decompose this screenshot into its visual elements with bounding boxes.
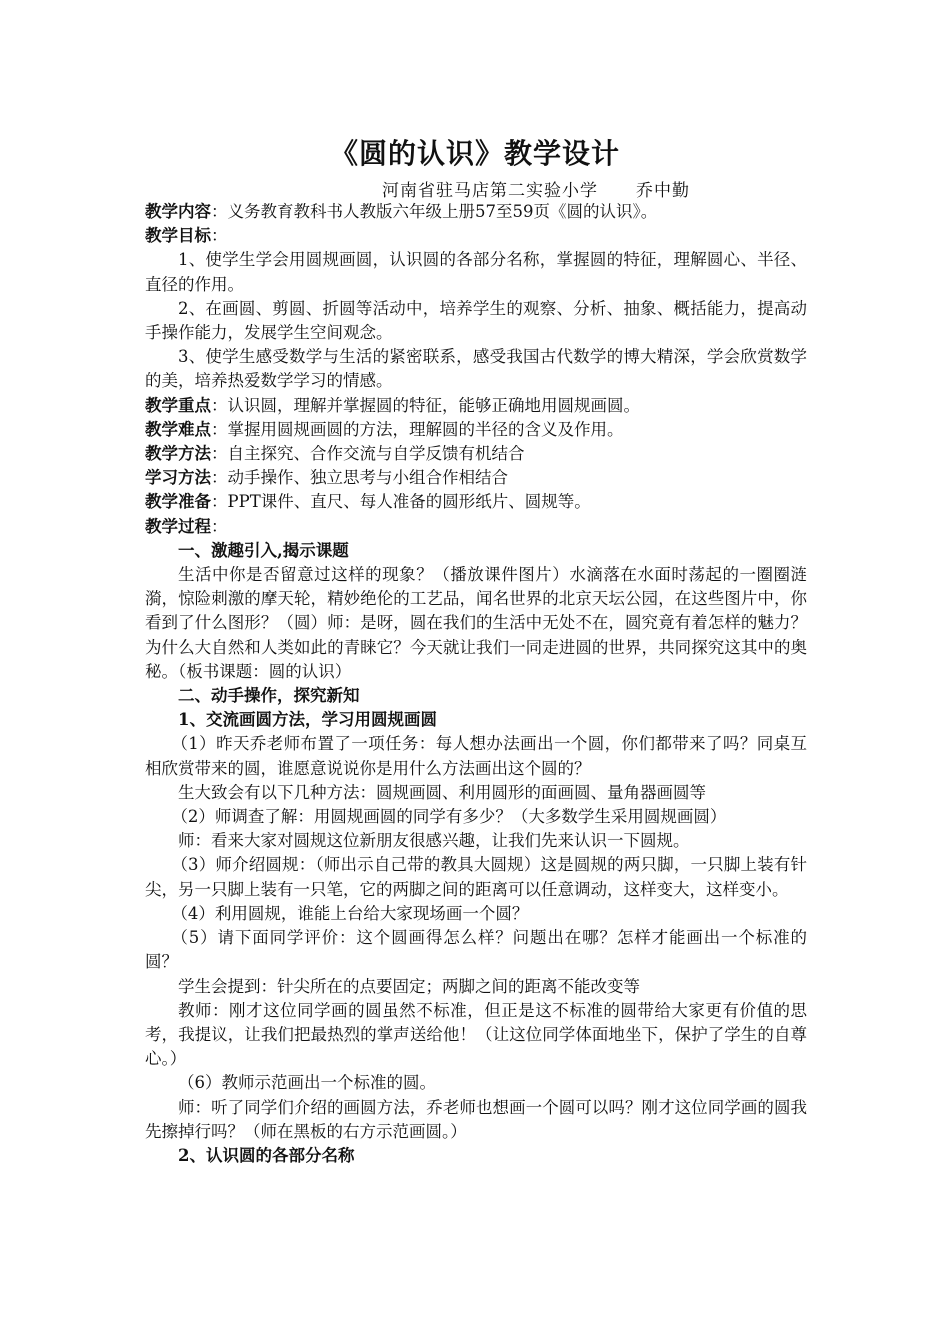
document-body bbox=[145, 200, 807, 1168]
goal-item: 1、使学生学会用圆规画圆，认识圆的各部分名称，掌握圆的特征，理解圆心、半径、直径的作用。 bbox=[145, 250, 807, 294]
author-school: 河南省驻马店第二实验小学 bbox=[382, 181, 598, 201]
step-paragraph: （5）请下面同学评价：这个圆画得怎么样？问题出在哪？怎样才能画出一个标准的圆？ bbox=[145, 928, 807, 972]
author-name: 乔中勤 bbox=[636, 181, 690, 201]
goal-item: 3、使学生感受数学与生活的紧密联系，感受我国古代数学的博大精深，学会欣赏数学的美，培养热爱数学学习的情感。 bbox=[145, 347, 807, 391]
study-label: 学习方法 bbox=[145, 468, 211, 488]
content-line bbox=[145, 200, 807, 224]
step-paragraph: 师：看来大家对圆规这位新朋友很感兴趣，让我们先来认识一下圆规。 bbox=[178, 831, 690, 851]
step-paragraph: （2）师调查了解：用圆规画圆的同学有多少？（大多数学生采用圆规画圆） bbox=[171, 807, 727, 827]
goal-item: 2、在画圆、剪圆、折圆等活动中，培养学生的观察、分析、抽象、概括能力，提高动手操作能力，发展学生空间观念。 bbox=[145, 298, 807, 343]
section-heading: 一、激趣引入,揭示课题 bbox=[178, 540, 349, 560]
process-label: 教学过程 bbox=[145, 516, 211, 536]
subsection-heading: 2、认识圆的各部分名称 bbox=[178, 1145, 355, 1165]
content-label: 教学内容 bbox=[145, 202, 211, 221]
goals-label: 教学目标 bbox=[145, 226, 211, 246]
section-paragraph: 生活中你是否留意过这样的现象？（播放课件图片）水滴落在水面时荡起的一圈圈涟漪，惊险刺激的摩天轮，精妙绝伦的工艺品，闻名世界的北京天坛公园，在这些图片中，你看到了什么图形？（圆）师：是呀，圆在我们的生活中无处不在，圆究竟有着怎样的魅力？为什么大自然和人类如此的青睐它？今天就让我们一同走进圆的世界，共同探究这其中的奥秘。（板书课题：圆的认识） bbox=[145, 565, 807, 681]
goals-line bbox=[145, 224, 807, 248]
author-line bbox=[382, 176, 690, 201]
page-title: 《圆的认识》教学设计 bbox=[329, 137, 620, 170]
method-line bbox=[145, 442, 807, 466]
step-paragraph: （4）利用圆规，谁能上台给大家现场画一个圆？ bbox=[171, 903, 529, 923]
key-line bbox=[145, 394, 807, 418]
step-paragraph: （1）昨天乔老师布置了一项任务：每人想办法画出一个圆，你们都带来了吗？同桌互相欣赏带来的圆，谁愿意说说你是用什么方法画出这个圆的？ bbox=[145, 734, 807, 778]
prep-label: 教学准备 bbox=[145, 492, 211, 512]
goals-colon: ： bbox=[211, 226, 228, 246]
difficult-label: 教学难点 bbox=[145, 419, 211, 439]
method-text: ：自主探究、合作交流与自学反馈有机结合 bbox=[211, 444, 525, 464]
step-paragraph: 生大致会有以下几种方法：圆规画圆、利用圆形的面画圆、量角器画圆等 bbox=[178, 782, 706, 802]
study-line bbox=[145, 466, 807, 490]
difficult-text: ：掌握用圆规画圆的方法，理解圆的半径的含义及作用。 bbox=[211, 419, 624, 439]
prep-line bbox=[145, 490, 807, 514]
difficult-line bbox=[145, 418, 807, 442]
step-paragraph: 学生会提到：针尖所在的点要固定；两脚之间的距离不能改变等 bbox=[178, 976, 640, 996]
key-text: ：认识圆，理解并掌握圆的特征，能够正确地用圆规画圆。 bbox=[211, 395, 640, 415]
step-paragraph: 师：听了同学们介绍的画圆方法，乔老师也想画一个圆可以吗？刚才这位同学画的圆我先擦掉行吗？（师在黑板的右方示范画圆。） bbox=[145, 1097, 807, 1141]
process-colon: ： bbox=[211, 516, 228, 536]
step-paragraph: 教师：刚才这位同学画的圆虽然不标准，但正是这不标准的圆带给大家更有价值的思考，我提议，让我们把最热烈的掌声送给他！（让这位同学体面地坐下，保护了学生的自尊心。） bbox=[145, 1000, 807, 1069]
step-paragraph: （3）师介绍圆规：（师出示自己带的教具大圆规）这是圆规的两只脚，一只脚上装有针尖，另一只脚上装有一只笔，它的两脚之间的距离可以任意调动，这样变大，这样变小。 bbox=[145, 855, 807, 899]
prep-text: ：PPT课件、直尺、每人准备的圆形纸片、圆规等。 bbox=[211, 492, 591, 512]
content-text: ：义务教育教科书人教版六年级上册57至59页《圆的认识》。 bbox=[211, 202, 658, 221]
key-label: 教学重点 bbox=[145, 395, 211, 415]
process-line bbox=[145, 515, 807, 539]
step-paragraph: （6）教师示范画出一个标准的圆。 bbox=[178, 1073, 436, 1093]
section-heading: 二、动手操作，探究新知 bbox=[178, 686, 360, 706]
method-label: 教学方法 bbox=[145, 444, 211, 464]
study-text: ：动手操作、独立思考与小组合作相结合 bbox=[211, 468, 508, 488]
subsection-heading: 1、交流画圆方法，学习用圆规画圆 bbox=[178, 710, 437, 730]
